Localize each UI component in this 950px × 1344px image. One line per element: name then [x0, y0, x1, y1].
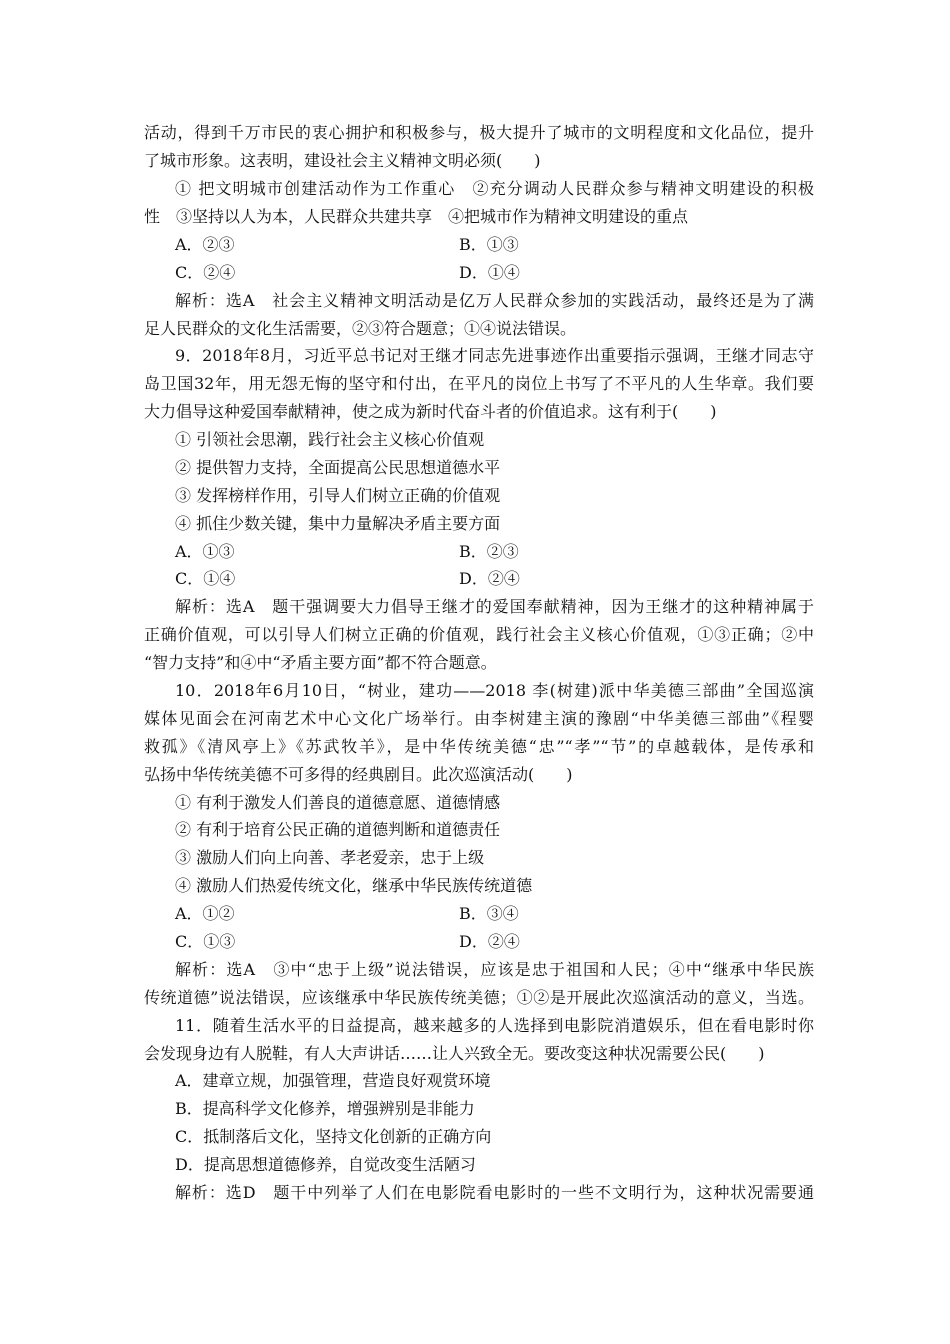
q11-option-d: D．提高思想道德修养，自觉改变生活陋习	[175, 1155, 476, 1174]
q10-option-row-1	[175, 902, 845, 926]
q8-option-d: D．①④	[459, 263, 520, 282]
q10-analysis-line-2: 传统道德”说法错误，应该继承中华民族传统美德；①②是开展此次巡演活动的意义，当选。	[144, 988, 814, 1007]
q9-option-row-2	[175, 567, 845, 591]
q11-option-a: A．建章立规，加强管理，营造良好观赏环境	[175, 1071, 491, 1090]
q9-statement-4: ④ 抓住少数关键，集中力量解决矛盾主要方面	[175, 514, 501, 533]
q9-stem-line-2: 岛卫国32年，用无怨无悔的坚守和付出，在平凡的岗位上书写了不平凡的人生华章。我们要	[144, 374, 814, 393]
q9-option-c: C．①④	[175, 569, 236, 588]
q9-statement-3: ③ 发挥榜样作用，引导人们树立正确的价值观	[175, 486, 501, 505]
q11-option-b: B．提高科学文化修养，增强辨别是非能力	[175, 1099, 475, 1118]
q9-analysis-line-2: 正确价值观，可以引导人们树立正确的价值观，践行社会主义核心价值观，①③正确；②中	[144, 625, 814, 644]
q10-option-row-2	[175, 930, 845, 954]
q8-option-b: B．①③	[459, 235, 519, 254]
q10-option-a: A．①②	[175, 904, 235, 923]
q10-stem-line-3: 救孤》《清风亭上》《苏武牧羊》，是中华传统美德“忠”“孝”“节”的卓越载体，是传承和	[144, 737, 814, 756]
q11-analysis-line-1: 解析：选D 题干中列举了人们在电影院看电影时的一些不文明行为，这种状况需要通	[175, 1183, 814, 1202]
q8-statements-line-1: ① 把文明城市创建活动作为工作重心 ②充分调动人民群众参与精神文明建设的积极	[175, 179, 814, 198]
q11-stem-line-2: 会发现身边有人脱鞋，有人大声讲话……让人兴致全无。要改变这种状况需要公民( )	[144, 1044, 765, 1063]
q9-statement-2: ② 提供智力支持，全面提高公民思想道德水平	[175, 458, 501, 477]
q8-stem-line-1: 活动，得到千万市民的衷心拥护和积极参与，极大提升了城市的文明程度和文化品位，提升	[144, 123, 814, 142]
q8-option-row-1	[175, 233, 845, 257]
q8-statements-line-2: 性 ③坚持以人为本，人民群众共建共享 ④把城市作为精神文明建设的重点	[144, 207, 689, 226]
q8-option-a: A．②③	[175, 235, 235, 254]
q11-option-c: C．抵制落后文化，坚持文化创新的正确方向	[175, 1127, 492, 1146]
q9-statement-1: ① 引领社会思潮，践行社会主义核心价值观	[175, 430, 485, 449]
q9-option-row-1	[175, 540, 845, 564]
q9-option-a: A．①③	[175, 542, 235, 561]
q8-stem-line-2: 了城市形象。这表明，建设社会主义精神文明必须( )	[144, 151, 541, 170]
q10-statement-2: ② 有利于培育公民正确的道德判断和道德责任	[175, 820, 501, 839]
q10-statement-1: ① 有利于激发人们善良的道德意愿、道德情感	[175, 793, 501, 812]
q9-stem-line-3: 大力倡导这种爱国奉献精神，使之成为新时代奋斗者的价值追求。这有利于( )	[144, 402, 717, 421]
q9-analysis-line-1: 解析：选A 题干强调要大力倡导王继才的爱国奉献精神，因为王继才的这种精神属于	[175, 597, 814, 616]
q9-option-d: D．②④	[459, 569, 520, 588]
q10-stem-line-2: 媒体见面会在河南艺术中心文化广场举行。由李树建主演的豫剧“中华美德三部曲”《程婴	[144, 709, 814, 728]
q9-stem-line-1: 9．2018年8月，习近平总书记对王继才同志先进事迹作出重要指示强调，王继才同志守	[175, 346, 814, 365]
q10-statement-3: ③ 激励人们向上向善、孝老爱亲，忠于上级	[175, 848, 485, 867]
q8-option-row-2	[175, 261, 845, 285]
q10-option-c: C．①③	[175, 932, 236, 951]
q10-stem-line-4: 弘扬中华传统美德不可多得的经典剧目。此次巡演活动( )	[144, 765, 573, 784]
q11-stem-line-1: 11．随着生活水平的日益提高，越来越多的人选择到电影院消遣娱乐，但在看电影时你	[175, 1016, 814, 1035]
q10-option-d: D．②④	[459, 932, 520, 951]
q8-option-c: C．②④	[175, 263, 236, 282]
q8-analysis-line-2: 足人民群众的文化生活需要，②③符合题意；①④说法错误。	[144, 319, 577, 338]
q9-option-b: B．②③	[459, 542, 519, 561]
q8-analysis-line-1: 解析：选A 社会主义精神文明活动是亿万人民群众参加的实践活动，最终还是为了满	[175, 291, 814, 310]
q9-analysis-line-3: “智力支持”和④中“矛盾主要方面”都不符合题意。	[144, 653, 497, 672]
q10-statement-4: ④ 激励人们热爱传统文化，继承中华民族传统道德	[175, 876, 533, 895]
q10-stem-line-1: 10．2018年6月10日，“树业，建功——2018 李(树建)派中华美德三部曲”全国巡演	[175, 681, 814, 700]
q10-analysis-line-1: 解析：选A ③中“忠于上级”说法错误，应该是忠于祖国和人民；④中“继承中华民族	[175, 960, 814, 979]
q10-option-b: B．③④	[459, 904, 519, 923]
